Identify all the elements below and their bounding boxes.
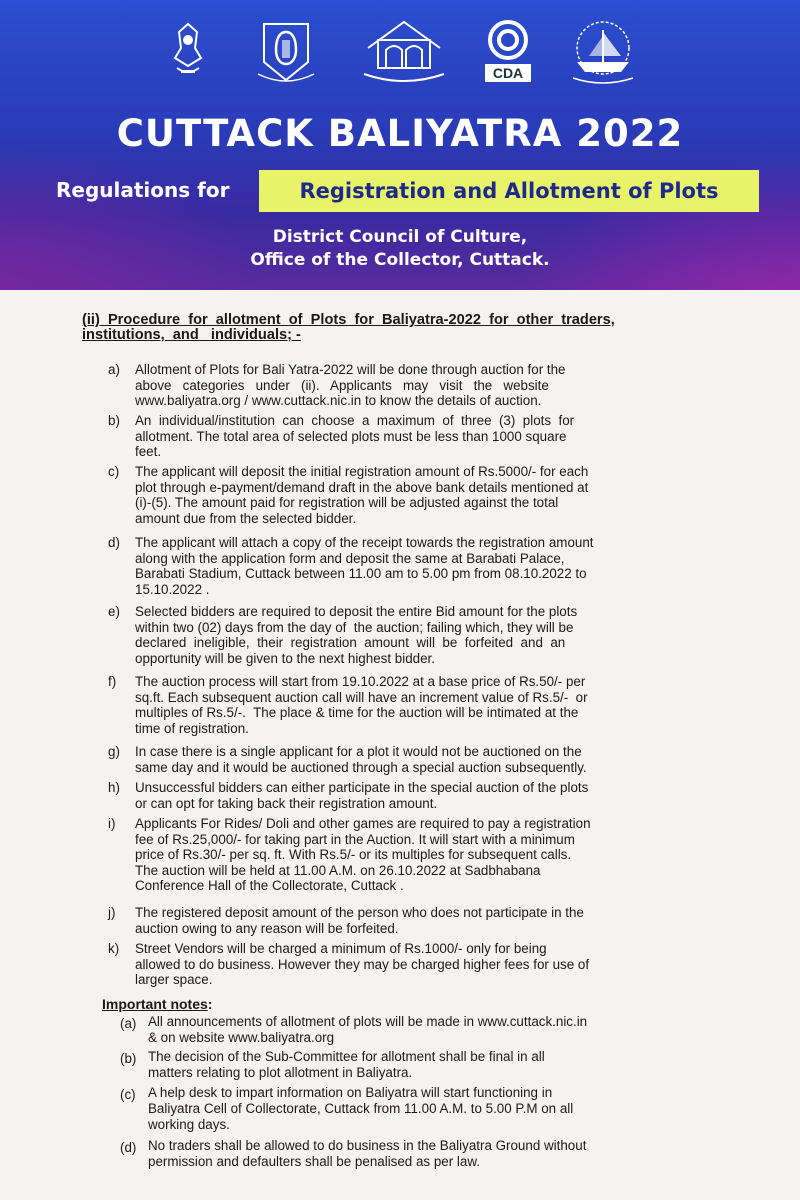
list-item-line: Applicants For Rides/ Doli and other games are required to pay a registration: [135, 816, 591, 831]
list-item-line: same day and it would be auctioned through a special auction subsequently.: [135, 759, 587, 775]
list-item: [108, 744, 695, 775]
district-council-emblem-icon: [252, 18, 320, 86]
note-line: A help desk to impart information on Baliyatra will start functioning in: [148, 1085, 553, 1100]
note-item: [120, 1085, 708, 1132]
list-item: [108, 816, 695, 894]
list-item-line: The auction process will start from 19.10.2022 at a base price of Rs.50/- per: [135, 674, 586, 689]
list-item: [108, 941, 695, 988]
list-item-marker: d): [108, 535, 120, 550]
list-item: [108, 905, 695, 936]
list-item-line: opportunity will be given to the next highest bidder.: [135, 650, 435, 666]
list-item-line: 15.10.2022 .: [135, 581, 210, 597]
list-item-line: within two (02) days from the day of the auction; failing which, they will be: [135, 619, 574, 635]
list-item: [108, 674, 695, 736]
note-item: [120, 1049, 708, 1081]
subtitle: [56, 170, 756, 214]
section-heading: [82, 313, 742, 343]
baliyatra-boat-emblem-icon: [563, 18, 643, 88]
list-item-line: Selected bidders are required to deposit the entire Bid amount for the plots: [135, 604, 578, 619]
list-item-line: An individual/institution can choose a maximum of three (3) plots for: [135, 413, 575, 428]
list-item-marker: k): [108, 941, 120, 956]
list-item-line: The registered deposit amount of the person who does not participate in the: [135, 905, 584, 920]
list-item-line: or can opt for taking back their registration amount.: [135, 795, 438, 811]
section-heading-line: (ii) Procedure for allotment of Plots for Baliyatra-2022 for other traders,: [82, 312, 615, 328]
note-marker: (d): [120, 1140, 137, 1155]
note-line: & on website www.baliyatra.org: [148, 1029, 335, 1045]
list-item-line: Allotment of Plots for Bali Yatra-2022 will be done through auction for the: [135, 362, 566, 377]
cda-logo-icon: [483, 18, 533, 84]
list-item-marker: a): [108, 362, 120, 377]
list-item-line: along with the application form and deposit the same at Barabati Palace,: [135, 550, 565, 566]
list-item-line: Conference Hall of the Collectorate, Cuttack .: [135, 878, 404, 894]
list-item-line: Unsuccessful bidders can either participate in the special auction of the plots: [135, 780, 589, 795]
list-item-line: The applicant will attach a copy of the receipt towards the registration amount: [135, 535, 594, 550]
list-item: [108, 413, 695, 460]
list-item-line: declared ineligible, their registration amount will be forfeited and an: [135, 635, 566, 651]
list-item-line: above categories under (ii). Applicants may visit the website: [135, 377, 549, 393]
list-item-line: feet.: [135, 444, 162, 460]
odisha-emblem-icon: [157, 18, 219, 80]
note-line: matters relating to plot allotment in Baliyatra.: [148, 1064, 413, 1080]
section-heading-line: institutions, and individuals; -: [82, 327, 301, 343]
note-line: No traders shall be allowed to do business in the Baliyatra Ground without: [148, 1138, 587, 1153]
regulations-document: [0, 290, 800, 1200]
list-item-line: auction owing to any reason will be forfeited.: [135, 920, 399, 936]
list-item-marker: h): [108, 780, 120, 795]
note-line: permission and defaulters shall be penalised as per law.: [148, 1153, 480, 1169]
note-marker: (a): [120, 1016, 137, 1031]
list-item: [108, 535, 695, 597]
list-item-line: www.baliyatra.org / www.cuttack.nic.in to know the details of auction.: [135, 393, 542, 409]
council-line-1: District Council of Culture,: [272, 227, 528, 247]
list-item-line: allowed to do business. However they may be charged higher fees for use of: [135, 956, 590, 972]
important-notes-colon: :: [207, 996, 213, 1012]
list-item-marker: c): [108, 464, 120, 479]
list-item-marker: f): [108, 674, 117, 689]
note-item: [120, 1138, 708, 1170]
list-item-line: Street Vendors will be charged a minimum of Rs.1000/- only for being: [135, 941, 547, 956]
cda-label: CDA: [492, 65, 524, 81]
list-item-line: (i)-(5). The amount paid for registration will be adjusted against the total: [135, 495, 559, 511]
note-line: The decision of the Sub-Committee for allotment shall be final in all: [148, 1049, 545, 1064]
subtitle-prefix: Regulations for: [56, 178, 230, 202]
list-item-marker: g): [108, 744, 120, 759]
list-item-marker: j): [108, 905, 116, 920]
note-marker: (c): [120, 1087, 136, 1102]
list-item-line: plot through e-payment/demand draft in the above bank details mentioned at: [135, 479, 589, 495]
list-item-line: allotment. The total area of selected plots must be less than 1000 square: [135, 428, 567, 444]
list-item-line: sq.ft. Each subsequent auction call will have an increment value of Rs.5/- or: [135, 689, 588, 705]
list-item-line: price of Rs.30/- per sq. ft. With Rs.5/- or its multiples for subsequent calls.: [135, 847, 572, 863]
list-item-line: The applicant will deposit the initial registration amount of Rs.5000/- for each: [135, 464, 589, 479]
subtitle-highlight: Registration and Allotment of Plots: [259, 170, 759, 212]
list-item: [108, 464, 695, 526]
list-item-line: In case there is a single applicant for a plot it would not be auctioned on the: [135, 744, 582, 759]
list-item-line: larger space.: [135, 972, 213, 988]
list-item-line: time of registration.: [135, 720, 249, 736]
issuing-authority: [0, 226, 800, 272]
list-item-line: fee of Rs.25,000/- for taking part in the Auction. It will start with a minimum: [135, 831, 575, 847]
list-item: [108, 362, 695, 409]
cmc-emblem-icon: [360, 18, 448, 86]
list-item-line: Barabati Stadium, Cuttack between 11.00 am to 5.00 pm from 08.10.2022 to: [135, 566, 587, 582]
list-item-line: multiples of Rs.5/-. The place & time for the auction will be intimated at the: [135, 705, 579, 721]
list-item-marker: e): [108, 604, 120, 619]
note-item: [120, 1014, 708, 1046]
list-item: [108, 780, 695, 811]
council-line-2: Office of the Collector, Cuttack.: [250, 250, 550, 270]
page-title: CUTTACK BALIYATRA 2022: [116, 112, 684, 155]
list-item: [108, 604, 695, 666]
list-item-line: amount due from the selected bidder.: [135, 510, 357, 526]
note-line: All announcements of allotment of plots will be made in www.cuttack.nic.in: [148, 1014, 588, 1029]
note-line: working days.: [148, 1116, 230, 1132]
note-line: Baliyatra Cell of Collectorate, Cuttack from 11.00 A.M. to 5.00 P.M on all: [148, 1100, 574, 1116]
list-item-marker: b): [108, 413, 120, 428]
logo-row: [0, 18, 800, 90]
note-marker: (b): [120, 1051, 137, 1066]
important-notes-heading: [102, 996, 212, 1012]
important-notes-title: Important notes: [102, 996, 208, 1012]
list-item-marker: i): [108, 816, 116, 831]
header-banner: [0, 0, 800, 290]
list-item-line: The auction will be held at 11.00 A.M. on 26.10.2022 at Sadbhabana: [135, 862, 541, 878]
